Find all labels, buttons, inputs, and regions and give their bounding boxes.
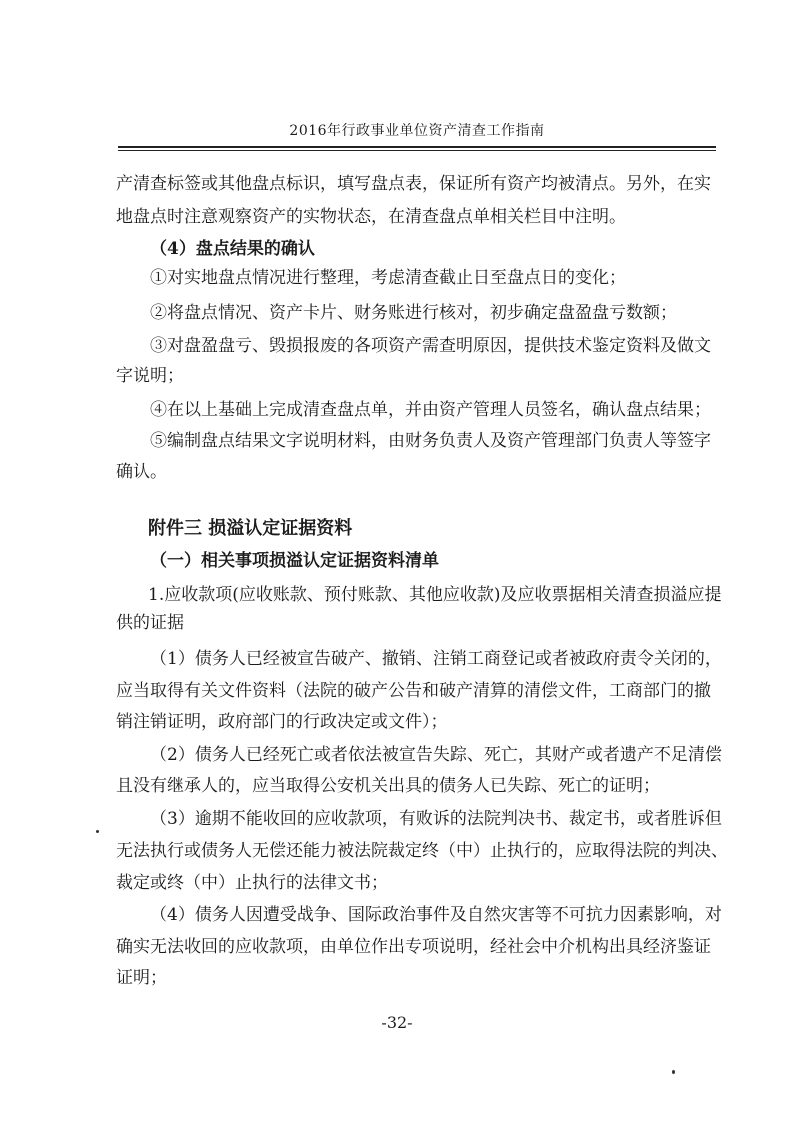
- header-rule-thick: [118, 146, 716, 148]
- paragraph-line: （3）逾期不能收回的应收款项，有败诉的法院判决书、裁定书，或者胜诉但: [150, 809, 722, 829]
- paragraph-line: 1.应收款项(应收账款、预付账款、其他应收款)及应收票据相关清查损溢应提: [148, 585, 722, 605]
- paragraph-line: 证明；: [116, 968, 167, 988]
- list-item: ④在以上基础上完成清查盘点单，并由资产管理人员签名，确认盘点结果；: [150, 400, 711, 420]
- scan-speck: [672, 1070, 675, 1074]
- scan-speck: [96, 830, 99, 833]
- paragraph-line: （4）债务人因遭受战争、国际政治事件及自然灾害等不可抗力因素影响，对: [150, 905, 722, 925]
- paragraph-line: 裁定或终（中）止执行的法律文书；: [116, 873, 388, 893]
- subsection-heading: （一）相关事项损溢认定证据资料清单: [150, 551, 439, 571]
- paragraph-line: （2）债务人已经死亡或者依法被宣告失踪、死亡，其财产或者遗产不足清偿: [150, 745, 722, 765]
- paragraph-line: 确实无法收回的应收款项，由单位作出专项说明，经社会中介机构出具经济鉴证: [116, 937, 711, 957]
- paragraph-line: 地盘点时注意观察资产的实物状态，在清查盘点单相关栏目中注明。: [116, 207, 626, 227]
- paragraph-line: 产清查标签或其他盘点标识，填写盘点表，保证所有资产均被清点。另外，在实: [116, 174, 711, 194]
- paragraph-line: （1）债务人已经被宣告破产、撤销、注销工商登记或者被政府责令关闭的，: [150, 649, 722, 669]
- appendix-heading: 附件三 损溢认定证据资料: [148, 518, 353, 539]
- paragraph-line: 供的证据: [116, 613, 184, 633]
- subsection-heading: （4）盘点结果的确认: [150, 239, 315, 259]
- paragraph-line: 无法执行或债务人无偿还能力被法院裁定终（中）止执行的，应取得法院的判决、: [116, 841, 728, 861]
- list-item: ②将盘点情况、资产卡片、财务账进行核对，初步确定盘盈盘亏数额；: [150, 303, 677, 323]
- list-item: ③对盘盈盘亏、毁损报废的各项资产需查明原因，提供技术鉴定资料及做文: [150, 336, 711, 356]
- header-rule-thin: [118, 150, 716, 151]
- list-item: ⑤编制盘点结果文字说明材料，由财务负责人及资产管理部门负责人等签字: [150, 431, 711, 451]
- paragraph-line: 且没有继承人的，应当取得公安机关出具的债务人已失踪、死亡的证明；: [116, 776, 660, 796]
- paragraph-line: 应当取得有关文件资料（法院的破产公告和破产清算的清偿文件，工商部门的撤: [116, 681, 711, 701]
- paragraph-line: 销注销证明，政府部门的行政决定或文件）；: [116, 712, 448, 732]
- page-number: -32-: [381, 1013, 413, 1032]
- running-header: 2016年行政事业单位资产清查工作指南: [289, 123, 545, 139]
- list-item: ①对实地盘点情况进行整理，考虑清查截止日至盘点日的变化；: [150, 268, 626, 288]
- paragraph-line: 字说明；: [116, 366, 184, 386]
- paragraph-line: 确认。: [116, 462, 167, 482]
